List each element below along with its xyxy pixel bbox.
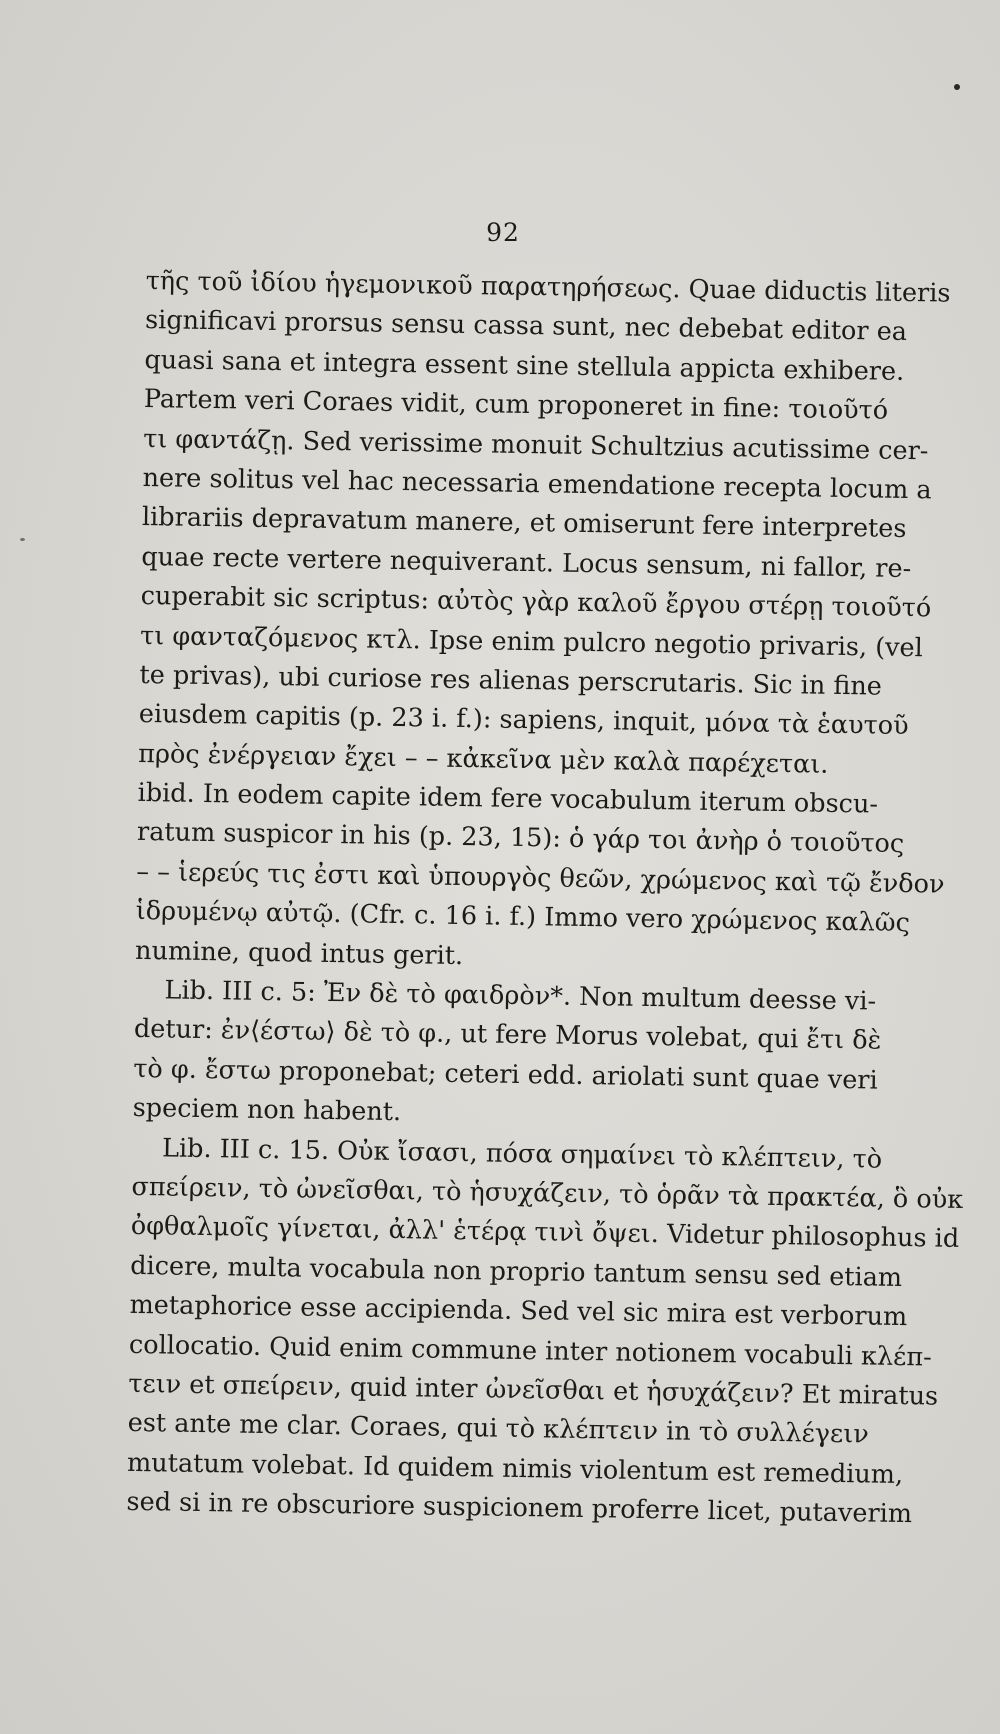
text-line: quae recte vertere nequiverant. Locus sensum, ni fallor, re- [141, 541, 912, 584]
ink-speck [20, 538, 25, 541]
page-number: 92 [486, 218, 520, 247]
text-line: τειν et σπείρειν, quid inter ὠνεῖσθαι et ἡσυχάζειν? Et miratus [128, 1368, 939, 1412]
text-line: ibid. In eodem capite idem fere vocabulum iterum obscu- [137, 778, 879, 820]
text-line: Partem veri Coraes vidit, cum proponeret in fine: τοιοῦτό [143, 384, 889, 426]
text-line: numine, quod intus gerit. [134, 935, 464, 971]
text-line: quasi sana et integra essent sine stellula appicta exhibere. [144, 344, 905, 387]
text-line: librariis depravatum manere, et omiserunt fere interpretes [141, 502, 907, 545]
text-line: eiusdem capitis (p. 23 i. f.): sapiens, inquit, μόνα τὰ ἑαυτοῦ [138, 699, 909, 742]
text-line: ἱδρυμένῳ αὐτῷ. (Cfr. c. 16 i. f.) Immo vero χρώμενος καλῶς [135, 896, 911, 939]
text-line: est ante me clar. Coraes, qui τὸ κλέπτειν in τὸ συλλέγειν [127, 1408, 869, 1450]
ink-speck [954, 84, 960, 90]
text-line: τῆς τοῦ ἰδίου ἡγεμονικοῦ παρατηρήσεως. Quae diductis literis [145, 265, 951, 309]
text-line: sed si in re obscuriore suspicionem proferre licet, putaverim [126, 1486, 913, 1530]
text-line: cuperabit sic scriptus: αὐτὸς γὰρ καλοῦ ἔργου στέρῃ τοιοῦτό [140, 581, 932, 624]
text-line: σπείρειν, τὸ ὠνεῖσθαι, τὸ ἡσυχάζειν, τὸ ὁρᾶν τὰ πρακτέα, ὃ οὐκ [131, 1171, 964, 1215]
text-line: collocatio. Quid enim commune inter notionem vocabuli κλέπ- [128, 1329, 932, 1373]
text-line: πρὸς ἐνέργειαν ἔχει – – κἀκεῖνα μὲν καλὰ παρέχεται. [138, 738, 829, 780]
text-line: Lib. III c. 15. Οὐκ ἴσασι, πόσα σημαίνει τὸ κλέπτειν, τὸ [161, 1132, 883, 1175]
text-line: τὸ φ. ἔστω proponebat; ceteri edd. ariolati sunt quae veri [133, 1053, 878, 1096]
text-line: te privas), ubi curiose res alienas perscrutaris. Sic in fine [139, 659, 883, 702]
text-line: – – ἱερεύς τις ἐστι καὶ ὑπουργὸς θεῶν, χρώμενος καὶ τῷ ἔνδον [136, 856, 945, 900]
text-line: nere solitus vel hac necessaria emendatione recepta locum a [142, 462, 932, 506]
text-line: speciem non habent. [132, 1093, 402, 1128]
text-line: ratum suspicor in his (p. 23, 15): ὁ γάρ τοι ἀνὴρ ὁ τοιοῦτος [136, 817, 905, 860]
text-line: Lib. III c. 5: Ἐν δὲ τὸ φαιδρὸν*. Non multum deesse vi- [164, 975, 877, 1017]
text-line: ὀφθαλμοῖς γίνεται, ἀλλ' ἑτέρᾳ τινὶ ὄψει. Videtur philosophus id [130, 1211, 960, 1255]
body-text [126, 262, 964, 1533]
text-line: detur: ἐν⟨έστω⟩ δὲ τὸ φ., ut fere Morus volebat, qui ἔτι δὲ [133, 1014, 882, 1057]
text-line: τι φανταζόμενος κτλ. Ipse enim pulcro negotio privaris, (vel [139, 620, 924, 663]
text-line: mutatum volebat. Id quidem nimis violentum est remedium, [126, 1447, 904, 1490]
text-line: metaphorice esse accipienda. Sed vel sic mira est verborum [129, 1290, 908, 1333]
text-line: dicere, multa vocabula non proprio tantum sensu sed etiam [129, 1250, 903, 1293]
text-line: τι φαντάζῃ. Sed verissime monuit Schultzius acutissime cer- [142, 423, 929, 466]
text-line: significavi prorsus sensu cassa sunt, nec debebat editor ea [144, 305, 908, 348]
